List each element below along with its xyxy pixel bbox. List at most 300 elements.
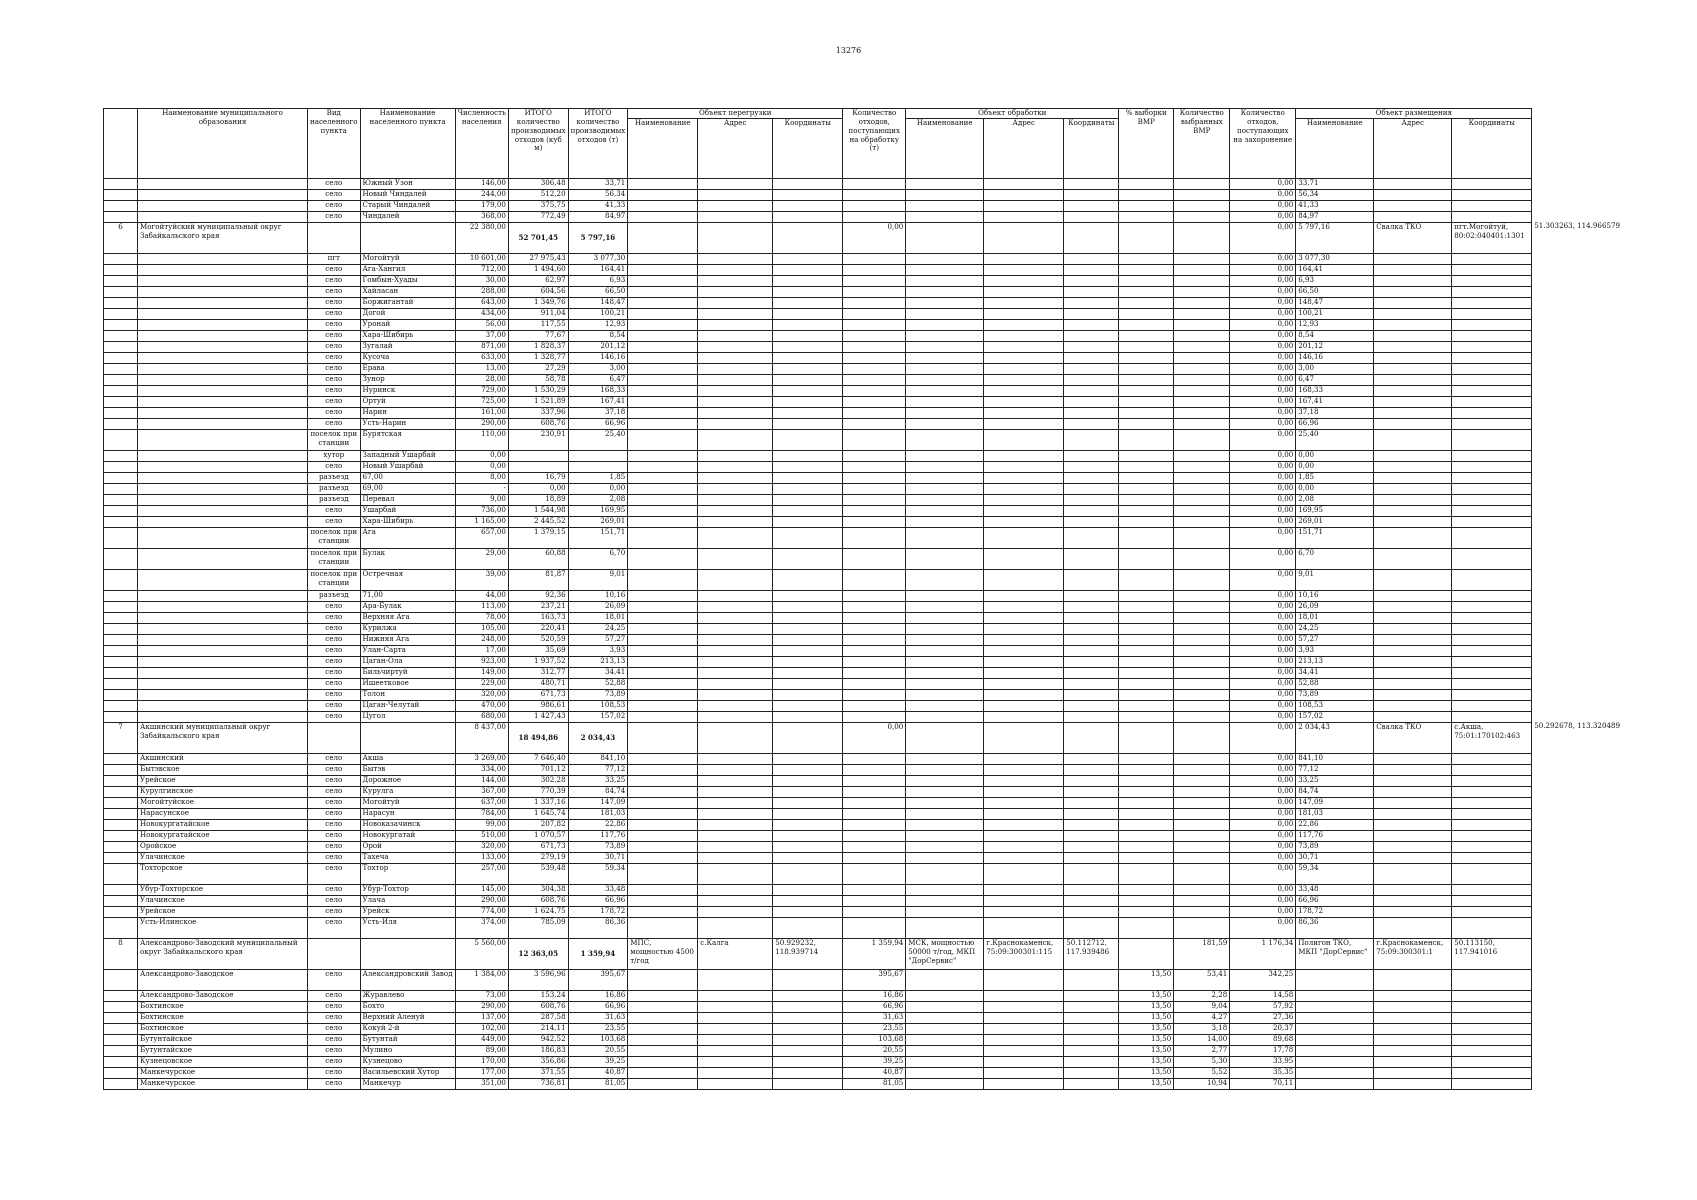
table-cell xyxy=(1119,352,1174,363)
table-cell xyxy=(1532,1078,1622,1089)
table-cell xyxy=(1374,863,1452,884)
table-cell xyxy=(1452,1034,1532,1045)
table-cell xyxy=(1374,700,1452,711)
table-cell: 0,00 xyxy=(1230,678,1296,689)
table-cell: 8 xyxy=(104,938,138,969)
table-cell xyxy=(1174,808,1230,819)
table-cell: 5 797,16 xyxy=(1296,222,1374,253)
table-cell xyxy=(1064,1023,1119,1034)
table-cell xyxy=(984,253,1064,264)
district-total-row xyxy=(104,938,1623,969)
table-cell xyxy=(843,363,906,374)
table-cell xyxy=(1374,590,1452,601)
table-cell: 368,00 xyxy=(455,211,508,222)
table-cell xyxy=(1532,363,1622,374)
table-row xyxy=(104,786,1623,797)
table-row xyxy=(104,753,1623,764)
table-cell xyxy=(1374,786,1452,797)
table-cell xyxy=(1452,1078,1532,1089)
table-cell: 6,93 xyxy=(568,275,628,286)
table-cell xyxy=(984,689,1064,700)
table-cell: 84,97 xyxy=(1296,211,1374,222)
table-cell: село xyxy=(308,330,361,341)
table-cell xyxy=(843,297,906,308)
table-cell: 1 937,52 xyxy=(508,656,568,667)
table-cell xyxy=(1064,505,1119,516)
table-cell xyxy=(773,612,843,623)
table-cell: 169,95 xyxy=(1296,505,1374,516)
table-cell xyxy=(1532,917,1622,938)
table-cell: 66,96 xyxy=(568,418,628,429)
table-cell: 725,00 xyxy=(455,396,508,407)
table-cell: 22 380,00 xyxy=(455,222,508,253)
table-cell xyxy=(698,1078,773,1089)
table-cell xyxy=(628,1023,698,1034)
table-cell xyxy=(628,1067,698,1078)
table-cell xyxy=(138,612,308,623)
table-cell xyxy=(104,1045,138,1056)
table-cell xyxy=(360,938,455,969)
table-cell xyxy=(104,569,138,590)
table-cell xyxy=(984,548,1064,569)
table-cell xyxy=(1174,590,1230,601)
table-cell: 2,08 xyxy=(1296,494,1374,505)
table-cell: село xyxy=(308,969,361,990)
table-cell xyxy=(1532,472,1622,483)
table-cell: 0,00 xyxy=(1230,418,1296,429)
table-cell xyxy=(628,678,698,689)
table-cell: 1,85 xyxy=(1296,472,1374,483)
table-cell xyxy=(1452,601,1532,612)
table-cell: Нуринск xyxy=(360,385,455,396)
table-cell xyxy=(104,797,138,808)
table-cell: 110,00 xyxy=(455,429,508,450)
table-cell xyxy=(1374,775,1452,786)
table-cell xyxy=(1452,385,1532,396)
table-cell: село xyxy=(308,1012,361,1023)
table-cell xyxy=(1532,319,1622,330)
table-cell xyxy=(1374,623,1452,634)
table-cell xyxy=(138,590,308,601)
table-cell xyxy=(1452,841,1532,852)
table-cell xyxy=(1064,1001,1119,1012)
table-cell xyxy=(1064,363,1119,374)
table-cell xyxy=(1532,700,1622,711)
table-cell xyxy=(1532,1067,1622,1078)
table-cell xyxy=(1119,819,1174,830)
table-cell xyxy=(1174,363,1230,374)
table-cell: 12,93 xyxy=(568,319,628,330)
table-cell: Ишеетковое xyxy=(360,678,455,689)
header-cell xyxy=(104,109,138,179)
table-cell xyxy=(1119,852,1174,863)
table-cell xyxy=(698,645,773,656)
table-cell xyxy=(843,374,906,385)
table-cell xyxy=(104,429,138,450)
table-cell: Новый Чиндалей xyxy=(360,189,455,200)
table-cell xyxy=(104,461,138,472)
table-cell: 911,04 xyxy=(508,308,568,319)
table-cell xyxy=(628,645,698,656)
table-cell xyxy=(843,483,906,494)
page-number: 13276 xyxy=(835,46,862,55)
table-cell: 27,36 xyxy=(1230,1012,1296,1023)
table-cell: село xyxy=(308,819,361,830)
table-cell xyxy=(773,200,843,211)
table-cell: 1 359,94 xyxy=(568,938,628,969)
table-cell xyxy=(1119,341,1174,352)
table-cell xyxy=(1374,308,1452,319)
table-cell xyxy=(1452,275,1532,286)
table-cell xyxy=(906,906,984,917)
table-cell xyxy=(773,917,843,938)
table-cell: 168,33 xyxy=(1296,385,1374,396)
table-cell xyxy=(773,297,843,308)
table-cell xyxy=(1119,808,1174,819)
table-cell: 0,00 xyxy=(568,483,628,494)
table-cell xyxy=(1174,830,1230,841)
table-cell: село xyxy=(308,396,361,407)
table-cell: 102,00 xyxy=(455,1023,508,1034)
table-cell: село xyxy=(308,385,361,396)
table-cell xyxy=(1174,601,1230,612)
table-cell xyxy=(1374,917,1452,938)
table-cell: 680,00 xyxy=(455,711,508,722)
table-cell xyxy=(104,407,138,418)
table-cell: 77,12 xyxy=(568,764,628,775)
table-cell xyxy=(1532,808,1622,819)
table-cell: 0,00 xyxy=(508,483,568,494)
table-cell xyxy=(906,483,984,494)
table-cell: 729,00 xyxy=(455,385,508,396)
table-cell xyxy=(104,548,138,569)
table-cell xyxy=(138,645,308,656)
table-cell: 395,67 xyxy=(568,969,628,990)
table-cell xyxy=(906,494,984,505)
table-cell xyxy=(1374,969,1452,990)
table-cell: 28,00 xyxy=(455,374,508,385)
table-cell xyxy=(1064,264,1119,275)
table-cell xyxy=(773,711,843,722)
table-cell xyxy=(1119,253,1174,264)
table-cell xyxy=(1174,352,1230,363)
table-cell xyxy=(1174,764,1230,775)
table-cell: разъезд xyxy=(308,590,361,601)
table-cell: Верхняя Ага xyxy=(360,612,455,623)
table-cell xyxy=(843,472,906,483)
table-cell xyxy=(1174,906,1230,917)
table-cell: 213,13 xyxy=(568,656,628,667)
table-cell: 772,49 xyxy=(508,211,568,222)
table-cell xyxy=(104,1056,138,1067)
header-cell: Адрес xyxy=(698,118,773,178)
table-cell xyxy=(843,895,906,906)
header-cell: ИТОГО количество производимых отходов (куб м) xyxy=(508,109,568,179)
table-cell xyxy=(1452,483,1532,494)
table-cell xyxy=(843,623,906,634)
table-cell: село xyxy=(308,786,361,797)
table-cell xyxy=(1174,516,1230,527)
table-cell: 66,96 xyxy=(568,1001,628,1012)
table-cell xyxy=(698,863,773,884)
table-cell xyxy=(773,797,843,808)
table-cell xyxy=(843,178,906,189)
table-cell xyxy=(906,286,984,297)
table-cell xyxy=(1174,308,1230,319)
table-cell xyxy=(1174,330,1230,341)
table-cell: 33,71 xyxy=(568,178,628,189)
table-cell: 6,70 xyxy=(1296,548,1374,569)
table-cell: 287,58 xyxy=(508,1012,568,1023)
table-cell xyxy=(698,830,773,841)
table-cell: 306,48 xyxy=(508,178,568,189)
table-cell xyxy=(1374,189,1452,200)
table-cell xyxy=(1532,852,1622,863)
table-cell xyxy=(360,722,455,753)
table-cell xyxy=(1064,808,1119,819)
table-cell: 290,00 xyxy=(455,895,508,906)
header-cell: Координаты xyxy=(1452,118,1532,178)
table-cell xyxy=(1064,385,1119,396)
table-row xyxy=(104,569,1623,590)
table-cell xyxy=(628,1078,698,1089)
table-cell xyxy=(1452,396,1532,407)
table-cell: 290,00 xyxy=(455,1001,508,1012)
table-cell: 59,34 xyxy=(1296,863,1374,884)
table-cell: село xyxy=(308,1001,361,1012)
table-cell: 71,00 xyxy=(360,590,455,601)
table-cell: 78,00 xyxy=(455,612,508,623)
table-cell: Акша xyxy=(360,753,455,764)
table-cell xyxy=(1119,906,1174,917)
table-cell: Кузнецовское xyxy=(138,1056,308,1067)
table-cell: 0,00 xyxy=(843,722,906,753)
table-cell xyxy=(628,612,698,623)
table-cell: 434,00 xyxy=(455,308,508,319)
table-cell: 0,00 xyxy=(1230,634,1296,645)
table-cell: 73,89 xyxy=(568,689,628,700)
table-cell xyxy=(906,634,984,645)
table-cell xyxy=(1532,601,1622,612)
table-cell xyxy=(698,494,773,505)
table-cell xyxy=(1119,895,1174,906)
table-cell xyxy=(698,418,773,429)
table-cell xyxy=(1119,222,1174,253)
table-cell xyxy=(698,1023,773,1034)
table-cell xyxy=(984,505,1064,516)
table-cell xyxy=(1296,990,1374,1001)
table-cell: 0,00 xyxy=(1230,808,1296,819)
table-cell xyxy=(773,1012,843,1023)
table-cell xyxy=(773,286,843,297)
table-cell xyxy=(1532,330,1622,341)
table-cell xyxy=(1119,612,1174,623)
table-cell: 244,00 xyxy=(455,189,508,200)
table-cell: 133,00 xyxy=(455,852,508,863)
table-cell: Бохтинское xyxy=(138,1001,308,1012)
table-cell: село xyxy=(308,884,361,895)
table-cell xyxy=(773,483,843,494)
table-cell xyxy=(628,516,698,527)
table-cell: 0,00 xyxy=(455,461,508,472)
table-cell xyxy=(984,601,1064,612)
table-cell xyxy=(1532,590,1622,601)
table-cell: село xyxy=(308,990,361,1001)
table-cell xyxy=(1064,689,1119,700)
table-cell xyxy=(906,222,984,253)
table-cell xyxy=(104,286,138,297)
table-cell: 33,25 xyxy=(1296,775,1374,786)
table-cell xyxy=(773,1067,843,1078)
table-cell: 13,50 xyxy=(1119,1056,1174,1067)
table-cell: Толон xyxy=(360,689,455,700)
table-cell xyxy=(984,917,1064,938)
table-cell: 18 494,86 xyxy=(508,722,568,753)
table-cell xyxy=(906,819,984,830)
table-cell: 237,21 xyxy=(508,601,568,612)
table-cell xyxy=(1452,1067,1532,1078)
table-cell xyxy=(906,764,984,775)
table-cell: Догой xyxy=(360,308,455,319)
table-cell xyxy=(1064,1034,1119,1045)
table-cell xyxy=(628,689,698,700)
table-cell xyxy=(1119,494,1174,505)
table-cell: 0,00 xyxy=(1230,830,1296,841)
table-cell xyxy=(1064,667,1119,678)
table-cell xyxy=(1532,418,1622,429)
table-cell xyxy=(104,753,138,764)
table-cell xyxy=(1119,516,1174,527)
table-cell: 52,88 xyxy=(568,678,628,689)
table-cell xyxy=(1374,505,1452,516)
table-cell xyxy=(1174,275,1230,286)
table-cell xyxy=(698,319,773,330)
table-cell: 56,34 xyxy=(1296,189,1374,200)
table-cell xyxy=(628,590,698,601)
table-cell xyxy=(104,396,138,407)
table-cell xyxy=(1296,1012,1374,1023)
table-cell xyxy=(773,178,843,189)
table-cell xyxy=(984,1078,1064,1089)
table-cell xyxy=(773,516,843,527)
table-cell xyxy=(1452,1045,1532,1056)
table-cell: 33,95 xyxy=(1230,1056,1296,1067)
table-cell xyxy=(1452,852,1532,863)
table-cell xyxy=(1174,319,1230,330)
table-cell: 3 269,00 xyxy=(455,753,508,764)
table-cell xyxy=(1174,189,1230,200)
table-cell xyxy=(906,516,984,527)
table-row xyxy=(104,797,1623,808)
table-cell: село xyxy=(308,775,361,786)
table-cell xyxy=(773,884,843,895)
table-cell xyxy=(628,863,698,884)
table-cell: 37,18 xyxy=(568,407,628,418)
table-cell xyxy=(698,1001,773,1012)
table-cell: 34,41 xyxy=(1296,667,1374,678)
table-cell xyxy=(104,341,138,352)
table-cell xyxy=(773,330,843,341)
table-cell: 18,01 xyxy=(568,612,628,623)
table-cell xyxy=(1452,969,1532,990)
table-cell: 0,00 xyxy=(1230,711,1296,722)
table-cell xyxy=(1532,286,1622,297)
table-cell xyxy=(104,808,138,819)
table-cell: 145,00 xyxy=(455,884,508,895)
table-cell xyxy=(1532,753,1622,764)
table-cell: 81,05 xyxy=(843,1078,906,1089)
table-cell xyxy=(1532,352,1622,363)
table-cell xyxy=(1374,656,1452,667)
table-cell xyxy=(906,1045,984,1056)
table-cell xyxy=(1174,852,1230,863)
table-cell xyxy=(843,505,906,516)
table-cell xyxy=(1532,429,1622,450)
table-cell: 0,00 xyxy=(1230,178,1296,189)
table-cell xyxy=(773,700,843,711)
table-cell xyxy=(906,990,984,1001)
table-cell: разъезд xyxy=(308,472,361,483)
table-cell xyxy=(1532,1001,1622,1012)
table-cell xyxy=(1532,990,1622,1001)
table-cell xyxy=(104,330,138,341)
table-cell xyxy=(1119,548,1174,569)
table-cell xyxy=(843,797,906,808)
table-cell xyxy=(1064,569,1119,590)
table-cell xyxy=(104,1067,138,1078)
table-cell xyxy=(843,396,906,407)
table-cell xyxy=(138,527,308,548)
header-cell: Координаты xyxy=(773,118,843,178)
table-cell xyxy=(104,634,138,645)
table-cell: 3,00 xyxy=(568,363,628,374)
table-cell xyxy=(906,969,984,990)
table-cell xyxy=(773,634,843,645)
table-cell: Усть-Нарин xyxy=(360,418,455,429)
table-cell xyxy=(984,352,1064,363)
table-cell: Убур-Тохтор xyxy=(360,884,455,895)
table-cell: поселок при станции xyxy=(308,429,361,450)
table-row xyxy=(104,884,1623,895)
table-cell xyxy=(1374,548,1452,569)
table-cell: Могойтуй xyxy=(360,797,455,808)
table-cell xyxy=(1174,341,1230,352)
table-cell xyxy=(1064,189,1119,200)
table-cell: Дорожное xyxy=(360,775,455,786)
table-cell xyxy=(1452,819,1532,830)
header-cell: Наименование населенного пункта xyxy=(360,109,455,179)
table-cell: 784,00 xyxy=(455,808,508,819)
table-cell: 0,00 xyxy=(1230,308,1296,319)
table-cell xyxy=(1452,548,1532,569)
table-cell xyxy=(1064,527,1119,548)
table-cell: село xyxy=(308,753,361,764)
table-cell xyxy=(1119,472,1174,483)
table-cell: село xyxy=(308,275,361,286)
table-cell xyxy=(628,656,698,667)
header-cell: Адрес xyxy=(984,118,1064,178)
table-cell: Манкечурское xyxy=(138,1067,308,1078)
header-cell: % выборки ВМР xyxy=(1119,109,1174,179)
table-row xyxy=(104,1045,1623,1056)
table-cell xyxy=(773,667,843,678)
table-cell xyxy=(1174,483,1230,494)
table-cell xyxy=(1174,297,1230,308)
table-cell: 52 701,45 xyxy=(508,222,568,253)
table-cell xyxy=(628,1045,698,1056)
table-cell xyxy=(104,819,138,830)
table-cell xyxy=(1452,786,1532,797)
